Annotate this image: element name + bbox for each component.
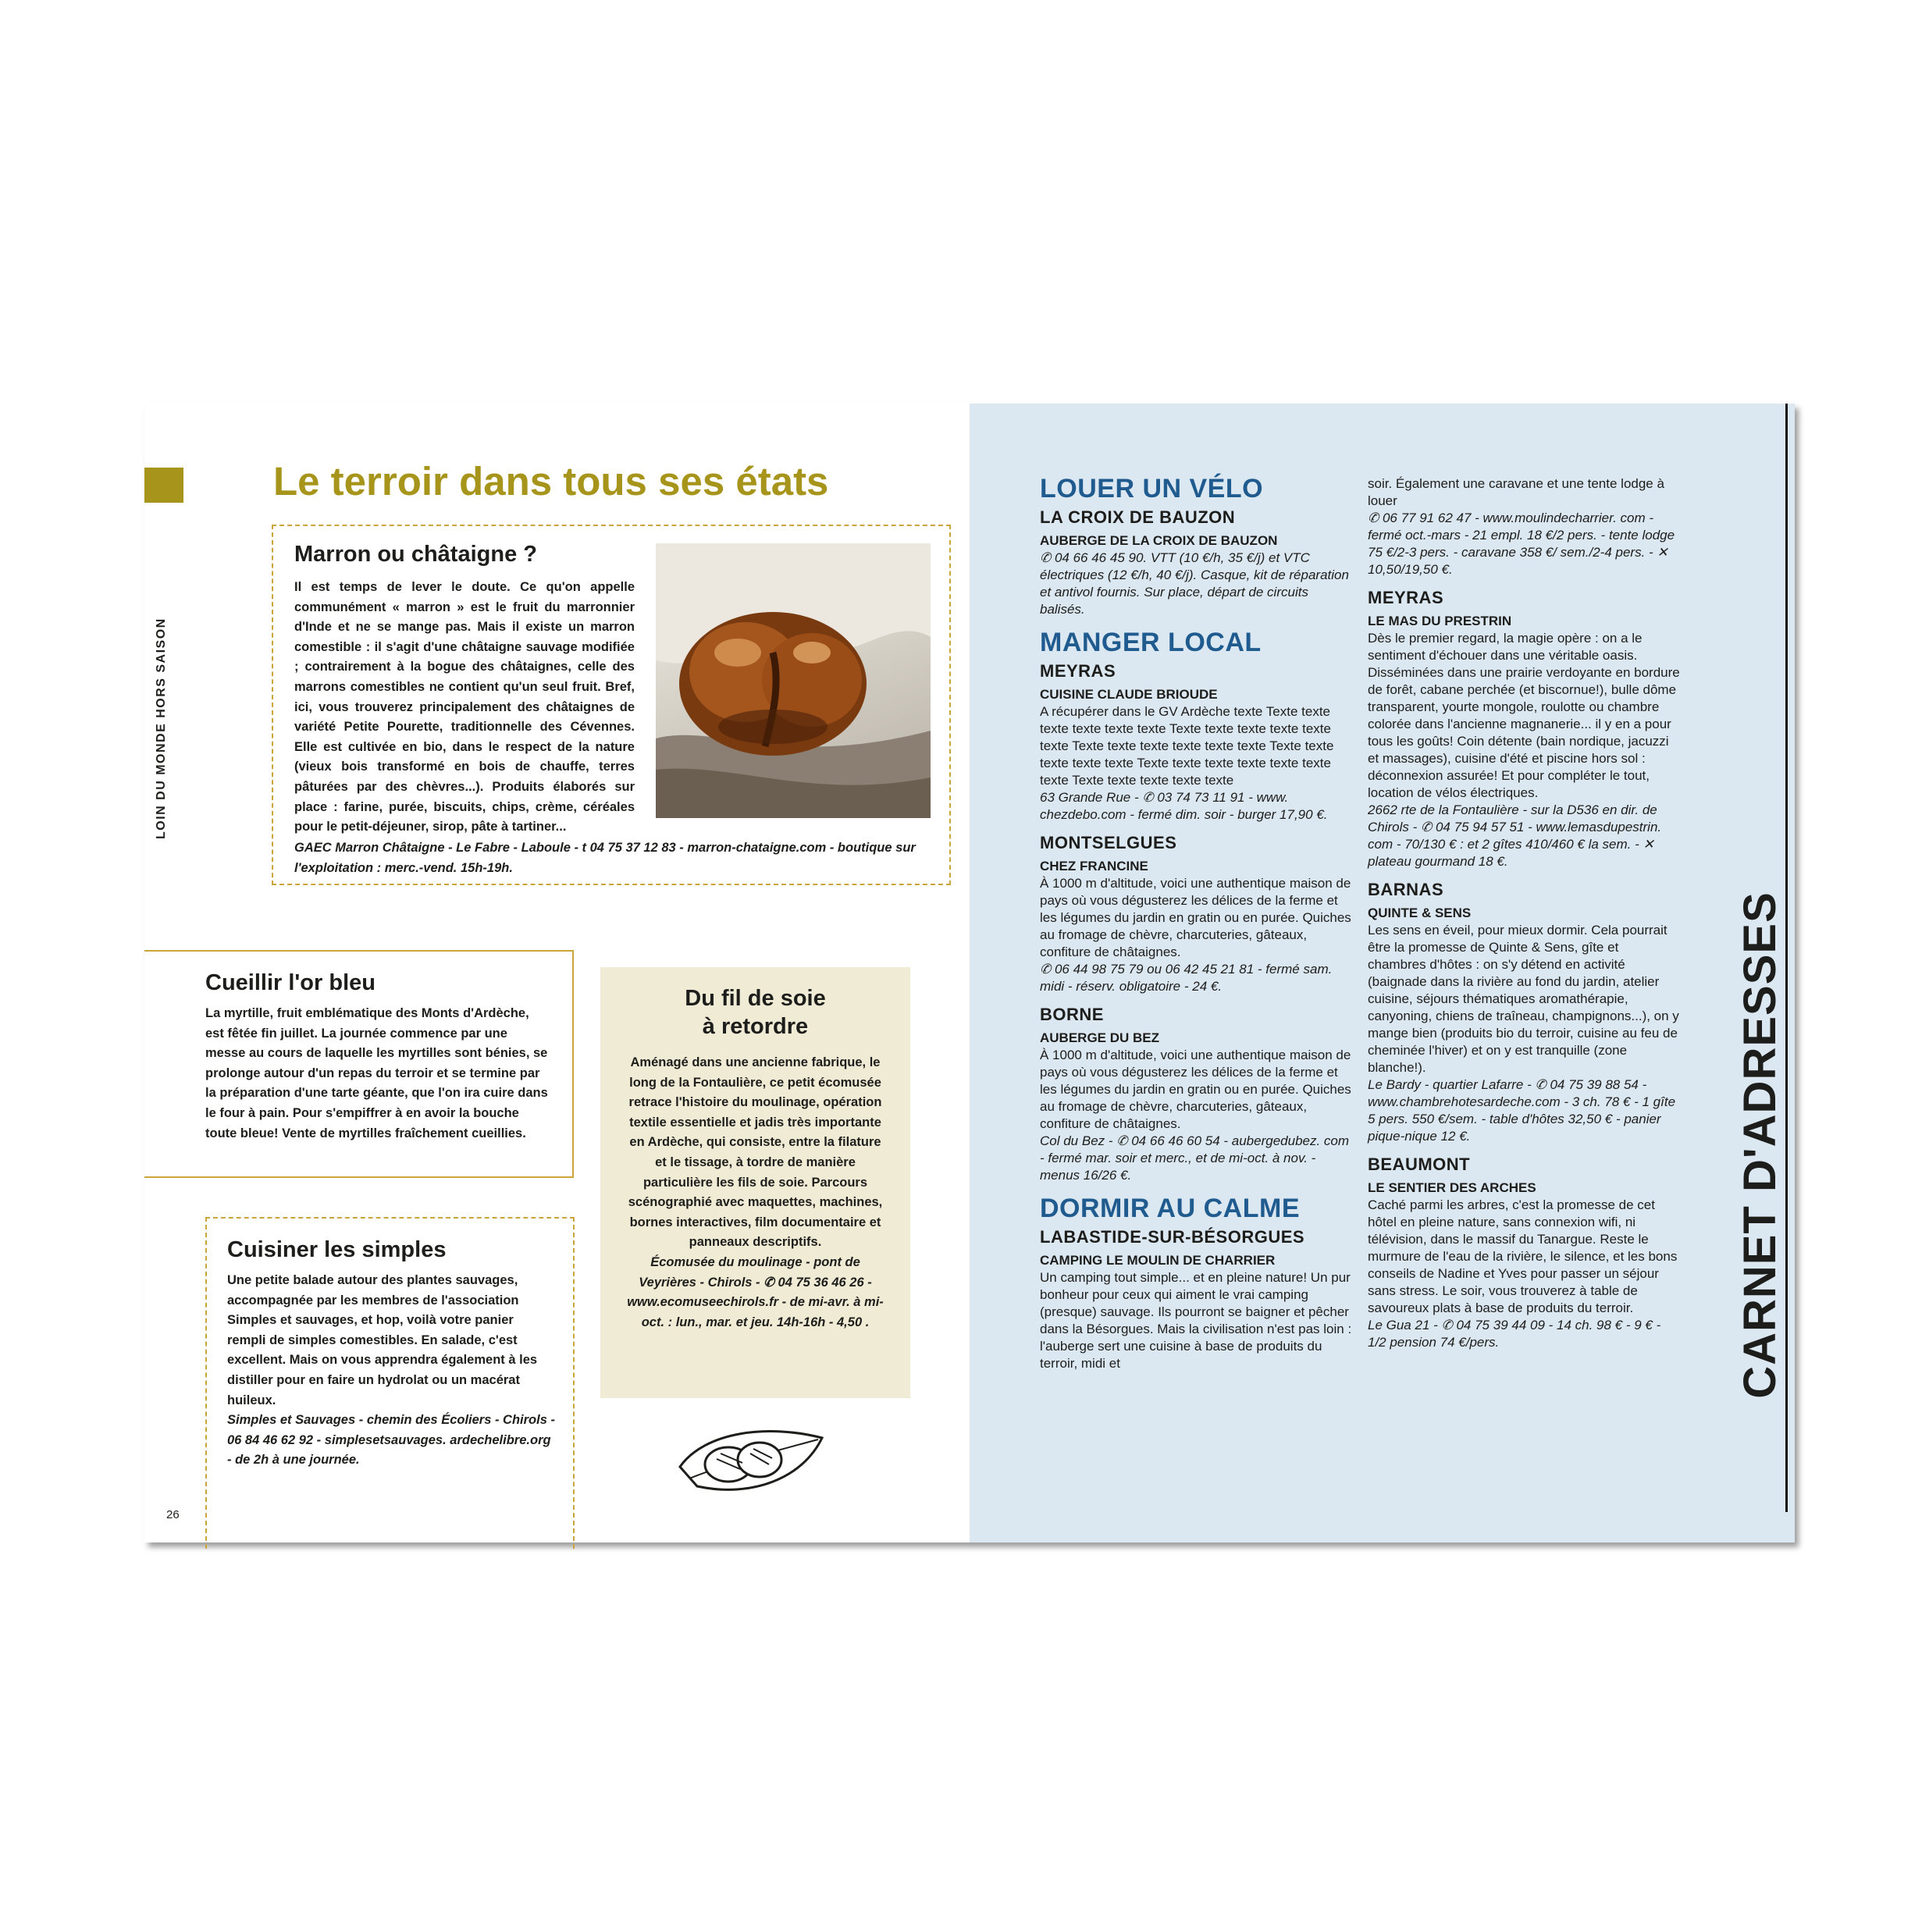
- establishment-name: AUBERGE DE LA CROIX DE BAUZON: [1040, 533, 1278, 548]
- establishment-info: Le Bardy - quartier Lafarre - ✆ 04 75 39 88 54 - www.chambrehotesardeche.com - 3 ch. 78 € - 1 gîte 5 pers. 550 €/sem. - table d'hôtes 32,50 € - panier pique-nique 12 €.: [1368, 1077, 1676, 1144]
- establishment-description: Un camping tout simple... et en pleine nature! Un pur bonheur pour ceux qui aiment le vrai camping (presque) sauvage. Ils pourront se baigner et pêcher dans la Bésorgues. Mais la civilisation n'est pas loin : l'auberge sert une cuisine à base de produits du terroir, midi et: [1040, 1270, 1352, 1371]
- establishment-description: A récupérer dans le GV Ardèche texte Texte texte texte texte texte texte Texte texte texte texte texte texte Texte texte texte texte texte texte Texte texte texte texte texte Texte texte texte texte texte texte texte Texte texte texte texte texte: [1040, 704, 1334, 788]
- candied-chestnut-photo: [656, 543, 931, 818]
- location-heading: MEYRAS: [1040, 661, 1116, 681]
- soie-credit: Écomusée du moulinage - pont de Veyrières - Chirols - ✆ 04 75 36 46 26 - www.ecomuseechirols.fr - de mi-avr. à mi-oct. : lun., mar. et jeu. 14h-16h - 4,50 .: [627, 1254, 884, 1329]
- section-title-dormir: DORMIR AU CALME: [1040, 1194, 1300, 1223]
- location-heading: BEAUMONT: [1368, 1155, 1471, 1174]
- page-number: 26: [166, 1508, 180, 1521]
- establishment-info: Col du Bez - ✆ 04 66 46 60 54 - aubergedubez. com - fermé mar. soir et merc., et de mi-oct. à nov. - menus 16/26 €.: [1040, 1133, 1350, 1183]
- vertical-rule: [1785, 404, 1788, 1512]
- cuisiner-box: [205, 1217, 575, 1549]
- establishment-name: LE SENTIER DES ARCHES: [1368, 1180, 1536, 1195]
- location-heading: BARNAS: [1368, 880, 1444, 899]
- chestnut-photo-drawing: [656, 543, 931, 818]
- right-page: [970, 404, 1795, 1542]
- cueillir-box: [144, 950, 574, 1178]
- soie-body: Aménagé dans une ancienne fabrique, le long de la Fontaulière, ce petit écomusée retrace l'histoire du moulinage, opération textile essentielle et jadis très importante en Ardèche, qui consiste, entre la filature et le tissage, à tordre de manière particulière les fils de soie. Parcours scénographié avec maquettes, machines, bornes interactives, film documentaire et panneaux descriptifs.: [628, 1055, 883, 1250]
- establishment-info: ✆ 06 44 98 75 79 ou 06 42 45 21 81 - fermé sam. midi - réserv. obligatoire - 24 €.: [1040, 962, 1333, 994]
- establishment-name: QUINTE & SENS: [1368, 906, 1472, 920]
- establishment-name: CAMPING LE MOULIN DE CHARRIER: [1040, 1253, 1276, 1268]
- magazine-spread: [144, 404, 1795, 1542]
- location-heading: MONTSELGUES: [1040, 833, 1177, 852]
- establishment-info: 2662 rte de la Fontaulière - sur la D536 en dir. de Chirols - ✆ 04 75 94 57 51 - www.lemasdupestrin. com - 70/130 € : et 2 gîtes 410/460 € la sem. - ✕ plateau gourmand 18 €.: [1368, 802, 1662, 869]
- address-column-1: [1040, 474, 1352, 1372]
- establishment-name: LE MAS DU PRESTRIN: [1368, 614, 1512, 628]
- establishment-name: AUBERGE DU BEZ: [1040, 1030, 1160, 1045]
- soie-heading-line1: Du fil de soie: [685, 986, 826, 1011]
- location-heading: MEYRAS: [1368, 588, 1444, 607]
- establishment-info: ✆ 06 77 91 62 47 - www.moulindecharrier. com - fermé oct.-mars - 21 empl. 18 €/2 pers. - tente lodge 75 €/2-3 pers. - caravane 358 €/ sem./2-4 pers. - ✕ 10,50/19,50 €.: [1368, 511, 1675, 577]
- address-column-2: [1368, 475, 1680, 1351]
- establishment-info: 63 Grande Rue - ✆ 03 74 73 11 91 - www. chezdebo.com - fermé dim. soir - burger 17,90 €.: [1040, 790, 1328, 822]
- cuisiner-body: Une petite balade autour des plantes sauvages, accompagnée par les membres de l'association Simples et sauvages, et hop, voilà votre panier rempli de simples comestibles. En salade, c'est excellent. Mais on vous apprendra également à les distiller pour en faire un hydrolat ou un macérat huileux.: [227, 1273, 538, 1407]
- establishment-info: ✆ 04 66 46 45 90. VTT (10 €/h, 35 €/j) et VTC électriques (12 €/h, 40 €/j). Casque, kit de réparation et antivol fournis. Sur place, départ de circuits balisés.: [1040, 550, 1349, 617]
- location-heading: LA CROIX DE BAUZON: [1040, 507, 1236, 527]
- cueillir-body: La myrtille, fruit emblématique des Monts d'Ardèche, est fêtée fin juillet. La journée commence par une messe au cours de laquelle les myrtilles sont bénies, se prolonge autour d'un repas du terroir et se termine par la préparation d'une tarte géante, que l'on ira cuire dans le four à pain. Pour s'empiffrer à en avoir la bouche toute bleue! Vente de myrtilles fraîchement cueillies.: [205, 1006, 548, 1140]
- marron-heading: Marron ou châtaigne ?: [294, 542, 537, 567]
- establishment-description: Dès le premier regard, la magie opère : on a le sentiment d'échouer dans une véritable oasis. Disséminées dans une prairie verdoyante en bordure de forêt, cabane perchée (et biscornue!), bulle dôme transparent, yourte mongole, roulotte ou chambre colorée dans l'ancienne magnanerie... il y en a pour tous les goûts! Coin détente (bain nordique, jacuzzi et massages), cuisine d'été et piscine hors sol : déconnexion assurée! Et pour compléter le tout, location de vélos électriques.: [1368, 631, 1680, 800]
- marron-body: Il est temps de lever le doute. Ce qu'on appelle communément « marron » est le fruit du marronnier d'Inde et ne se mange pas. Mais il existe un marron comestible : il s'agit d'une châtaigne sauvage modifiée ; contrairement à la bogue des châtaignes, celle des marrons comestibles ne contient qu'un seul fruit. Bref, ici, vous trouverez principalement des châtaignes de variété Petite Pourette, traditionnelle des Cévennes. Elle est cultivée en bio, dans le respect de la nature (vieux bois transformé en bois de chauffe, terres pâturées par des chèvres...). Produits élaborés sur place : farine, purée, biscuits, chips, crème, céréales pour le petit-déjeuner, sirop, pâte à tartiner...: [294, 580, 635, 834]
- soie-box: [600, 967, 910, 1398]
- establishment-info: Le Gua 21 - ✆ 04 75 39 44 09 - 14 ch. 98 € - 9 € - 1/2 pension 74 €/pers.: [1368, 1318, 1661, 1350]
- establishment-description: À 1000 m d'altitude, voici une authentique maison de pays où vous dégusterez les délices de la ferme et les légumes du jardin en gratin ou en purée. Quiches au fromage de chèvre, charcuteries, gâteaux, confiture de châtaignes.: [1040, 876, 1351, 959]
- leaf-illustration-icon: [674, 1424, 830, 1506]
- marron-box: [272, 525, 951, 885]
- establishment-name: CHEZ FRANCINE: [1040, 859, 1148, 873]
- section-title-manger: MANGER LOCAL: [1040, 628, 1262, 657]
- establishment-description: Caché parmi les arbres, c'est la promesse de cet hôtel en pleine nature, sans connexion wifi, ni télévision, dans le massif du Tanargue. Reste le murmure de l'eau de la rivière, le silence, et les bons conseils de Nadine et Yves pour passer un séjour sans stress. Le soir, vous trouverez à table de savoureux plats à base de produits du terroir.: [1368, 1197, 1678, 1315]
- soie-heading: [600, 984, 910, 1041]
- marron-credit: GAEC Marron Châtaigne - Le Fabre - Laboule - t 04 75 37 12 83 - marron-chataigne.com - boutique sur l'exploitation : merc.-vend. 15h-19h.: [294, 841, 916, 875]
- establishment-description: Les sens en éveil, pour mieux dormir. Cela pourrait être la promesse de Quinte & Sens, gîte et chambres d'hôtes : on s'y détend en activité (baignade dans la rivière au fond du jardin, atelier cuisine, séjours thématiques aromathérapie, canyoning, chiens de traîneau, champignons...), on y mange bien (produits bio du terroir, cuisine au feu de cheminée l'hiver) et on y est tranquille (zone blanche!).: [1368, 923, 1679, 1075]
- section-tab-marker: [144, 468, 183, 503]
- page-title: Le terroir dans tous ses états: [273, 459, 829, 503]
- location-heading: LABASTIDE-SUR-BÉSORGUES: [1040, 1227, 1305, 1247]
- establishment-description: À 1000 m d'altitude, voici une authentique maison de pays où vous dégusterez les délices de la ferme et les légumes du jardin en gratin ou en purée. Quiches au fromage de chèvre, charcuteries, gâteaux, confiture de châtaignes.: [1040, 1048, 1351, 1131]
- carnet-title: CARNET D'ADRESSES: [1735, 891, 1785, 1399]
- cueillir-heading: Cueillir l'or bleu: [205, 970, 376, 995]
- soie-heading-line2: à retordre: [702, 1014, 809, 1039]
- establishment-name: CUISINE CLAUDE BRIOUDE: [1040, 687, 1218, 702]
- establishment-description: soir. Également une caravane et une tente lodge à louer: [1368, 476, 1664, 508]
- side-section-label: LOIN DU MONDE HORS SAISON: [155, 617, 168, 839]
- cuisiner-heading: Cuisiner les simples: [227, 1237, 447, 1262]
- section-title-velo: LOUER UN VÉLO: [1040, 474, 1264, 503]
- cuisiner-credit: Simples et Sauvages - chemin des Écoliers - Chirols - 06 84 46 62 92 - simplesetsauvages. ardechelibre.org - de 2h à une journée.: [227, 1413, 555, 1468]
- location-heading: BORNE: [1040, 1005, 1104, 1024]
- leaf-drawing: [674, 1424, 830, 1502]
